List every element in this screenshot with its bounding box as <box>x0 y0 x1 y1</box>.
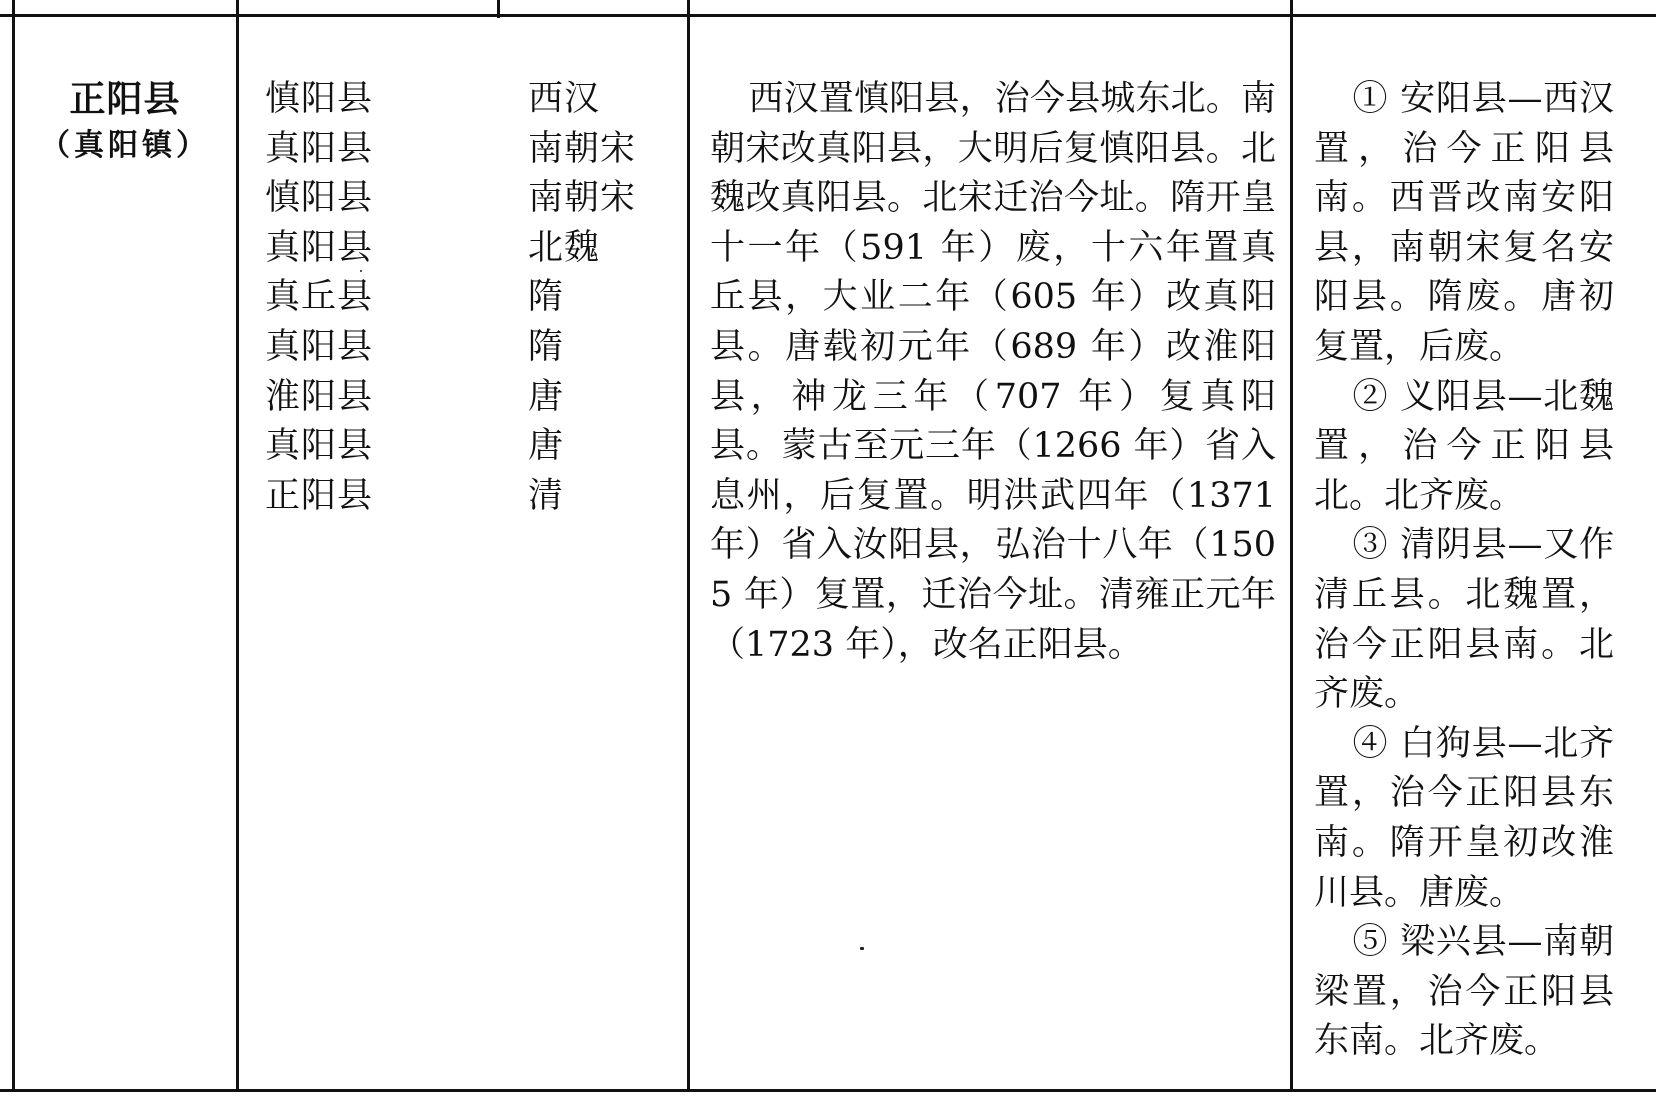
table-bottom-rule <box>0 1089 1656 1092</box>
note-item: ④ 白狗县—北齐置，治今正阳县东南。隋开皇初改淮川县。唐废。 <box>1314 723 1614 913</box>
note-item: ⑤ 梁兴县—南朝梁置，治今正阳县东南。北齐废。 <box>1314 922 1614 1062</box>
historical-name: 淮阳县 <box>265 376 374 417</box>
historical-name: 真阳县 <box>265 426 374 467</box>
note-item: ① 安阳县—西汉置，治今正阳县南。西晋改南安阳县，南朝宋复名安阳县。隋废。唐初复置，后废。 <box>1314 79 1614 367</box>
note-item: ② 义阳县—北魏置，治今正阳县北。北齐废。 <box>1314 376 1614 516</box>
historical-name: 真阳县 <box>265 227 374 268</box>
dynasty: 唐 <box>528 426 565 467</box>
history-text: 西汉置慎阳县，治今县城东北。南朝宋改真阳县，大明后复慎阳县。北魏改真阳县。北宋迁治今址。隋开皇十一年（591 年）废，十六年置真丘县，大业二年（605 年）改真阳县。唐载初元年（689 年）改淮阳县，神龙三年（707 年）复真阳县。蒙古至元三年（1266 年）省入息州，后复置。明洪武四年（1371 年）省入汝阳县，弘治十八年（1505 年）复置，迁治今址。清雍正元年（1723 年），改名正阳县。 <box>710 79 1276 665</box>
column-divider-3 <box>497 0 500 18</box>
dynasty: 西汉 <box>528 79 601 119</box>
historical-name: 真阳县 <box>265 326 374 367</box>
table-top-rule <box>0 14 1656 17</box>
dynasty: 北魏 <box>528 227 601 268</box>
historical-name: 真阳县 <box>265 128 374 169</box>
history-cell <box>710 75 1276 670</box>
scan-speck <box>860 947 864 950</box>
dynasties-cell <box>528 75 678 521</box>
current-county-name: 正阳县 <box>69 78 181 120</box>
dynasty: 南朝宋 <box>528 128 637 169</box>
historical-name: 慎阳县 <box>265 79 374 119</box>
column-divider-4 <box>687 0 690 1092</box>
historical-names-cell <box>265 75 485 521</box>
notes-cell <box>1314 75 1614 1067</box>
current-county-cell <box>14 75 236 169</box>
county-seat: （真阳镇） <box>40 128 210 163</box>
dynasty: 南朝宋 <box>528 178 637 219</box>
historical-name: 正阳县 <box>265 475 374 516</box>
column-divider-2 <box>236 0 239 1092</box>
scan-speck <box>360 270 362 272</box>
dynasty: 隋 <box>528 326 565 367</box>
dynasty: 清 <box>528 475 565 516</box>
dynasty: 唐 <box>528 376 565 417</box>
historical-name: 真丘县 <box>265 277 374 318</box>
historical-name: 慎阳县 <box>265 178 374 219</box>
column-divider-5 <box>1290 0 1293 1092</box>
note-item: ③ 清阴县—又作清丘县。北魏置，治今正阳县南。北齐废。 <box>1314 525 1614 715</box>
dynasty: 隋 <box>528 277 565 318</box>
